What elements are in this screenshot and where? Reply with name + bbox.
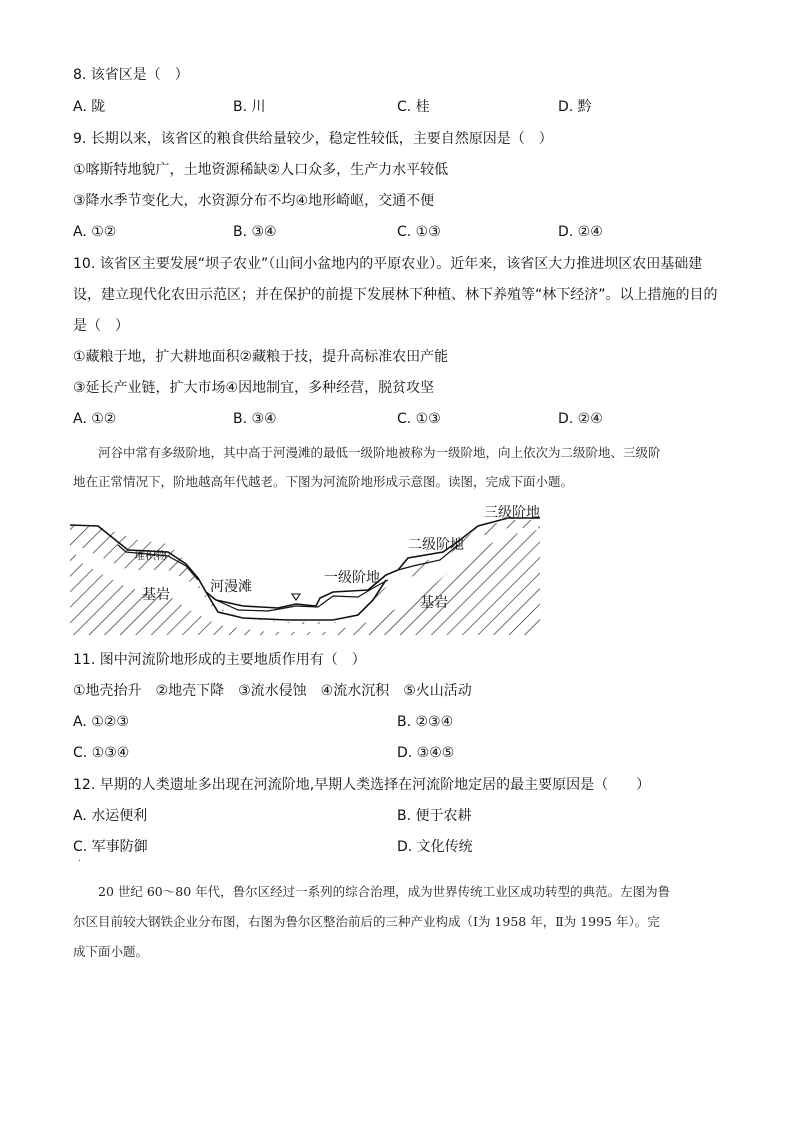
question-8-stem: 8. 该省区是（ ） [73,67,189,83]
river-terrace-diagram [68,500,548,635]
label-terrace-2: 二级阶地 [408,537,464,553]
passage-2-line-3: 成下面小题。 [73,944,149,959]
q10-item-line-2: ③延长产业链，扩大市场④因地制宜，多种经营，脱贫攻坚 [73,380,435,396]
q10-option-c: C. ①③ [397,411,441,427]
q11-items: ①地壳抬升 ②地壳下降 ③流水侵蚀 ④流水沉积 ⑤火山活动 [73,683,472,699]
label-terrace-1: 一级阶地 [324,570,380,586]
label-terrace-3: 三级阶地 [484,505,540,521]
q8-option-c: C. 桂 [397,99,430,115]
q10-option-b: B. ③④ [233,411,277,427]
q12-option-d: D. 文化传统 [397,839,473,855]
question-9-stem: 9. 长期以来，该省区的粮食供给量较少，稳定性较低，主要自然原因是（ ） [73,131,553,147]
label-bedrock-left: 基岩 [142,587,170,603]
label-floodplain: 河漫滩 [210,579,252,595]
q10-item-line-1: ①藏粮于地，扩大耕地面积②藏粮于技，提升高标准农田产能 [73,349,449,365]
q8-option-d: D. 黔 [558,99,592,115]
question-12-stem: 12. 早期的人类遗址多出现在河流阶地,早期人类选择在河流阶地定居的最主要原因是（ ） [73,777,651,793]
q8-option-b: B. 川 [233,99,266,115]
passage-1-line-1: 河谷中常有多级阶地，其中高于河漫滩的最低一级阶地被称为一级阶地，向上依次为二级阶地、三级阶 [73,445,661,460]
label-bedrock-right: 基岩 [420,595,448,611]
question-11-stem: 11. 图中河流阶地形成的主要地质作用有（ ） [73,652,366,668]
q11-option-c: C. ①③④ [73,745,130,761]
stray-dot-mark: · [78,856,82,867]
passage-2-line-2: 尔区目前较大钢铁企业分布图，右图为鲁尔区整治前后的三种产业构成（Ⅰ为 1958 年，Ⅱ为 1995 年）。完 [73,914,660,929]
q12-option-b: B. 便于农耕 [397,808,472,824]
label-deposit: 堆积物 [134,549,167,562]
passage-2-line-1: 20 世纪 60～80 年代，鲁尔区经过一系列的综合治理，成为世界传统工业区成功转型的典范。左图为鲁 [73,884,671,899]
q9-option-d: D. ②④ [558,224,603,240]
question-10-stem-line-3: 是（ ） [73,318,129,334]
q9-option-c: C. ①③ [397,224,441,240]
q11-option-b: B. ②③④ [397,714,454,730]
q8-option-a: A. 陇 [73,99,106,115]
question-10-stem-line-2: 设，建立现代化农田示范区；并在保护的前提下发展林下种植、林下养殖等“林下经济”。以上措施的目的 [73,287,718,303]
q11-option-d: D. ③④⑤ [397,745,455,761]
q12-option-a: A. 水运便利 [73,808,148,824]
q9-item-line-1: ①喀斯特地貌广，土地资源稀缺②人口众多，生产力水平较低 [73,162,449,178]
q10-option-a: A. ①② [73,411,117,427]
q12-option-c: C. 军事防御 [73,839,148,855]
q11-option-a: A. ①②③ [73,714,129,730]
q9-option-a: A. ①② [73,224,117,240]
q9-item-line-2: ③降水季节变化大，水资源分布不均④地形崎岖，交通不便 [73,193,435,209]
question-10-stem-line-1: 10. 该省区主要发展“坝子农业”（山间小盆地内的平原农业）。近年来，该省区大力推进坝区农田基础建 [73,256,703,272]
q9-option-b: B. ③④ [233,224,277,240]
q10-option-d: D. ②④ [558,411,603,427]
water-level-marker [292,594,300,600]
passage-1-line-2: 地在正常情况下，阶地越高年代越老。下图为河流阶地形成示意图。读图，完成下面小题。 [73,474,574,489]
